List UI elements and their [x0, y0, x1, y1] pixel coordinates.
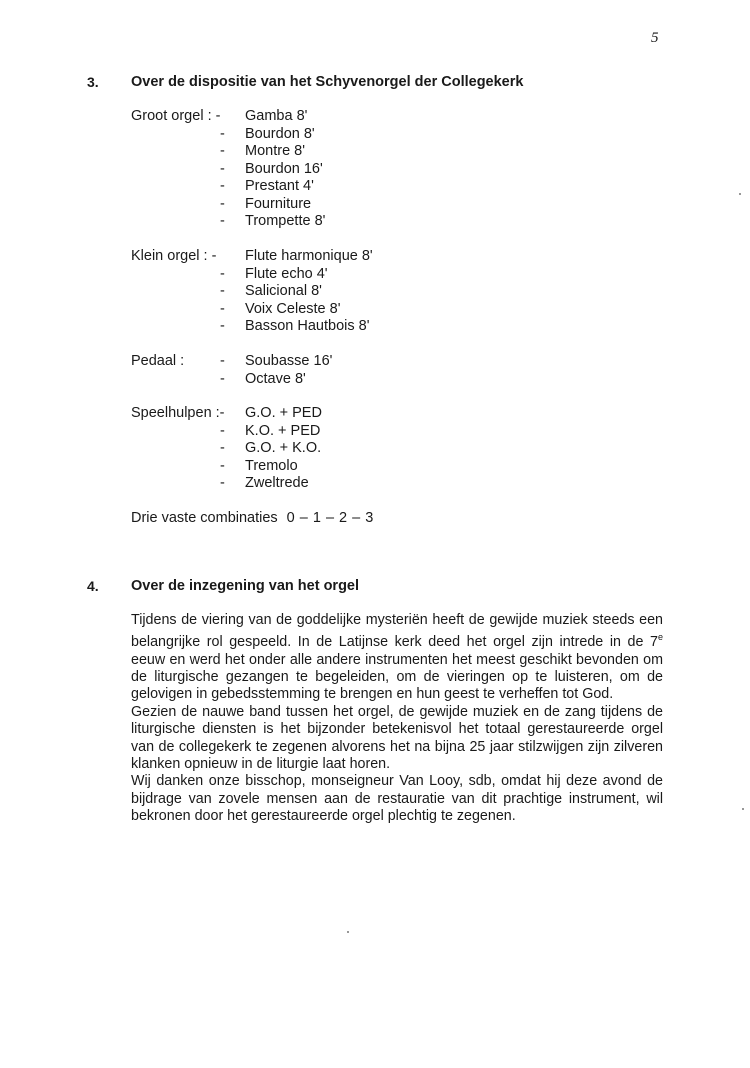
stop-name: Bourdon 8' — [245, 125, 315, 142]
stop-item — [220, 458, 298, 476]
stop-name: Fourniture — [245, 195, 312, 212]
stop-item — [220, 143, 305, 161]
section-4-title: Over de inzegening van het orgel — [131, 578, 360, 594]
stop-dash: - — [220, 353, 225, 369]
stop-name: Trompette 8' — [245, 213, 326, 229]
paragraph-text: Tijdens de viering van de goddelijke mysteriën heeft de gewijde muziek steeds een belangrijke rol gespeeld. In de Latijnse kerk deed het orgel zijn intrede in de 7 — [131, 612, 663, 651]
stop-dash: - — [220, 265, 225, 282]
stop-name: Soubasse 16' — [245, 353, 333, 369]
stop-dash: - — [220, 213, 225, 229]
stop-item — [220, 440, 321, 458]
stop-name: G.O. + K.O. — [245, 440, 322, 456]
stop-dash: - — [220, 143, 225, 159]
stop-dash: - — [220, 475, 225, 491]
scan-speck — [347, 931, 349, 933]
scan-speck — [739, 193, 741, 195]
section-4-number: 4. — [87, 578, 99, 594]
stop-item — [220, 266, 328, 284]
stop-item — [220, 213, 325, 231]
stop-dash: - — [220, 178, 225, 194]
stop-item — [220, 108, 307, 126]
stop-name: Flute echo 4' — [245, 265, 328, 282]
stop-item — [220, 283, 322, 301]
stop-name: Basson Hautbois 8' — [245, 318, 370, 334]
section-3-title: Over de dispositie van het Schyvenorgel der Collegekerk — [131, 74, 524, 90]
paragraph — [131, 612, 663, 704]
stop-name: Flute harmonique 8' — [245, 248, 373, 264]
stop-dash: - — [220, 370, 225, 387]
stop-dash: - — [220, 440, 225, 456]
superscript: e — [657, 632, 663, 643]
stop-item — [220, 405, 322, 423]
section-4-body — [131, 612, 663, 826]
stop-item — [220, 475, 309, 493]
stop-dash: - — [220, 125, 225, 142]
page-number: 5 — [651, 30, 659, 46]
stop-item — [220, 126, 315, 144]
stop-item — [220, 161, 323, 179]
stop-item — [220, 301, 340, 319]
combinations-value: 0 – 1 – 2 – 3 — [286, 510, 374, 526]
paragraph: Gezien de nauwe band tussen het orgel, de gewijde muziek en de zang tijdens de liturgische diensten is het bijzonder betekenisvol het totaal gerestaureerde orgel van de collegekerk te zegenen alvorens het na bijna 25 jaar stilzwijgen zijn zilveren klanken opnieuw in de liturgie laat horen. — [131, 703, 663, 773]
stop-item — [220, 423, 320, 441]
stop-item — [220, 196, 311, 214]
stop-item — [220, 178, 314, 196]
combinations-label: Drie vaste combinaties — [131, 510, 278, 526]
stop-item — [220, 248, 373, 266]
stop-name: Bourdon 16' — [245, 160, 323, 177]
stop-dash: - — [220, 195, 225, 212]
stop-name: Zweltrede — [245, 475, 309, 491]
group-label-pedaal: Pedaal : — [131, 353, 185, 369]
stop-name: Octave 8' — [245, 370, 306, 387]
stop-item — [220, 371, 306, 389]
paragraph-text: eeuw en werd het onder alle andere instrumenten het meest geschikt bevonden om de liturgische gezangen te begeleiden, om de vieringen op te luisteren, om de gelovigen in gebedsstemming te brengen en hun geest te verheffen tot God. — [131, 651, 663, 703]
paragraph: Wij danken onze bisschop, monseigneur Van Looy, sdb, omdat hij deze avond de bijdrage van zovele mensen aan de restauratie van dit prachtige instrument, wil bekronen door het gerestaureerde orgel plechtig te zegenen. — [131, 773, 663, 825]
group-label-speelhulpen: Speelhulpen :- — [131, 405, 225, 421]
scan-speck — [742, 808, 744, 810]
stop-name: Prestant 4' — [245, 178, 314, 194]
stop-name: Montre 8' — [245, 143, 305, 159]
stop-dash: - — [220, 283, 225, 299]
stop-name: Voix Celeste 8' — [245, 300, 341, 317]
stop-name: Gamba 8' — [245, 108, 308, 124]
stop-dash: - — [220, 300, 225, 317]
stop-item — [220, 318, 369, 336]
group-label-groot-orgel: Groot orgel : - — [131, 108, 221, 124]
stop-item — [220, 353, 332, 371]
stop-dash: - — [220, 160, 225, 177]
stop-name: Salicional 8' — [245, 283, 322, 299]
group-label-klein-orgel: Klein orgel : - — [131, 248, 217, 264]
combinations-line — [131, 510, 374, 526]
stop-dash: - — [220, 422, 225, 439]
section-3-number: 3. — [87, 74, 99, 90]
stop-dash: - — [220, 457, 225, 474]
stop-name: K.O. + PED — [245, 422, 321, 439]
stop-dash: - — [220, 318, 225, 334]
stop-name: Tremolo — [245, 457, 298, 474]
stop-name: G.O. + PED — [245, 405, 322, 421]
